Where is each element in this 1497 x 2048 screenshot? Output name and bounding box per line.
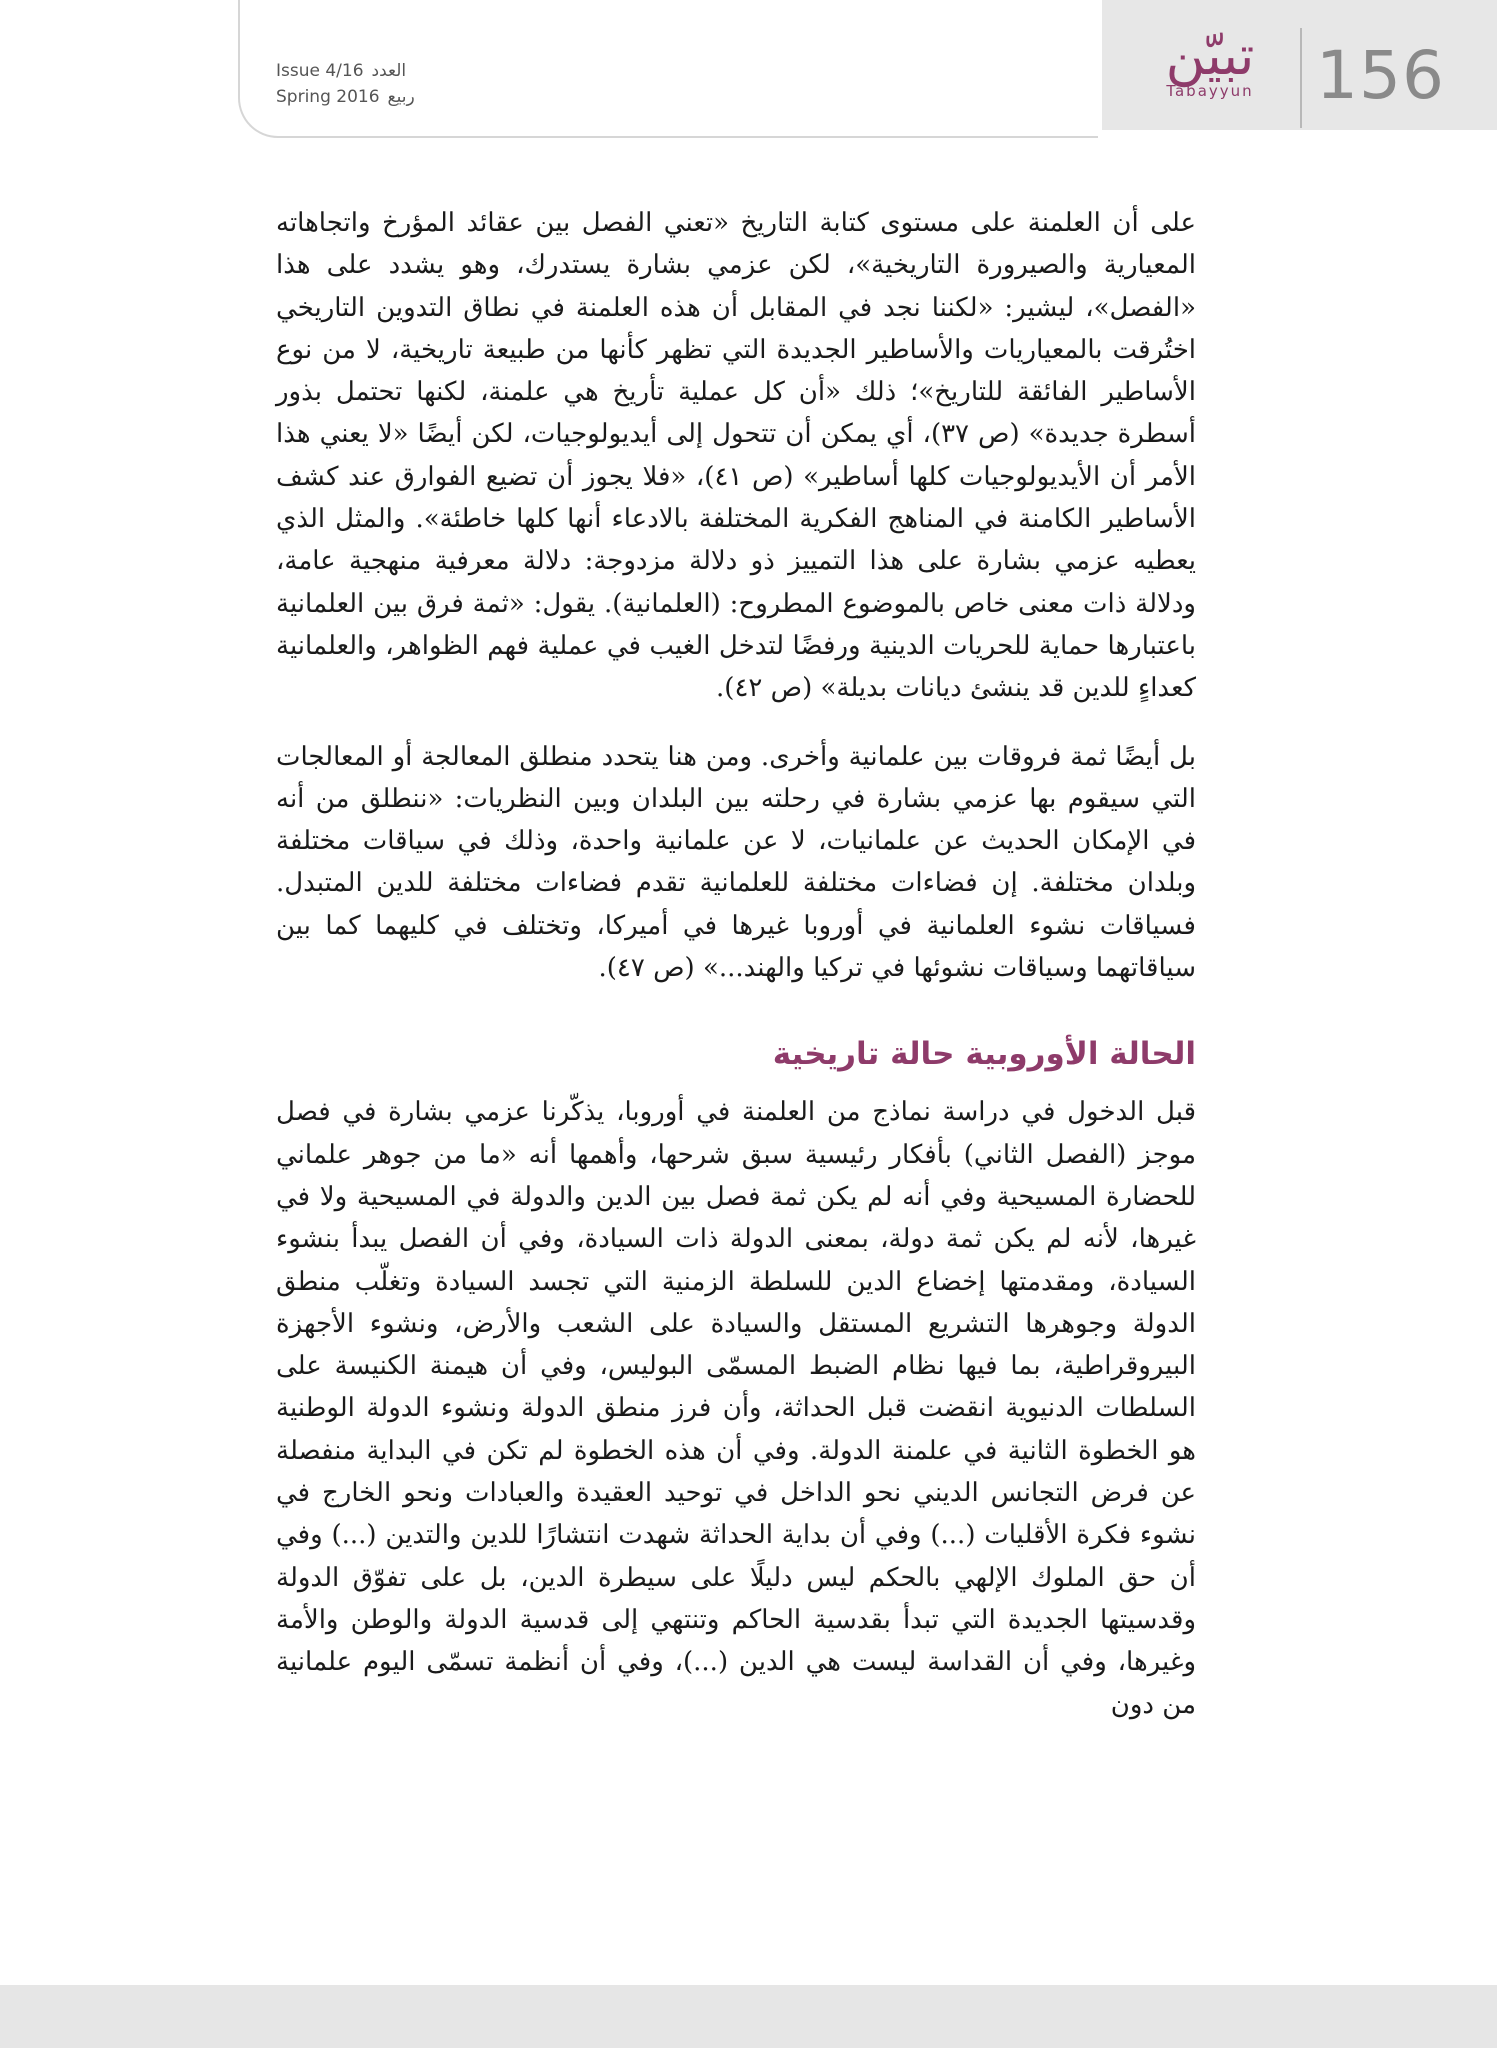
issue-info [276, 58, 415, 110]
issue-label: Issue 4/16 [276, 61, 364, 81]
footer-band [0, 1985, 1497, 2048]
logo-arabic: تبيّن [1165, 24, 1255, 87]
logo-latin: Tabayyun [1166, 82, 1254, 100]
paragraph: على أن العلمنة على مستوى كتابة التاريخ «تعني الفصل بين عقائد المؤرخ واتجاهاته المعيارية والصيرورة التاريخية»، لكن عزمي بشارة يستدرك، وهو يشدد على هذا «الفصل»، ليشير: «لكننا نجد في المقابل أن هذه العلمنة في نطاق التدوين التاريخي اختُرقت بالمعياريات والأساطير الجديدة التي تظهر كأنها من طبيعة تاريخية، لا من نوع الأساطير الفائقة للتاريخ»؛ ذلك «أن كل عملية تأريخ هي علمنة، لكنها تحتمل بذور أسطرة جديدة» (ص ٣٧)، أي يمكن أن تتحول إلى أيديولوجيات، لكن أيضًا «لا يعني هذا الأمر أن الأيديولوجيات كلها أساطير» (ص ٤١)، «فلا يجوز أن تضيع الفوارق عند كشف الأساطير الكامنة في المناهج الفكرية المختلفة بالادعاء أنها كلها خاطئة». والمثل الذي يعطيه عزمي بشارة على هذا التمييز ذو دلالة مزدوجة: دلالة معرفية منهجية عامة، ودلالة ذات معنى خاص بالموضوع المطروح: (العلمانية). يقول: «ثمة فرق بين العلمانية باعتبارها حماية للحريات الدينية ورفضًا لتدخل الغيب في عملية فهم الظواهر، والعلمانية كعداءٍ للدين قد ينشئ ديانات بديلة» (ص ٤٢). [276, 208, 1197, 704]
journal-logo [1130, 24, 1290, 124]
issue-label-ar: العدد [371, 61, 407, 81]
season-line [276, 84, 415, 110]
paragraph: قبل الدخول في دراسة نماذج من العلمنة في أوروبا، يذكّرنا عزمي بشارة في فصل موجز (الفصل الثاني) بأفكار رئيسية سبق شرحها، وأهمها أنه «ما من جوهر علماني للحضارة المسيحية وفي أنه لم يكن ثمة فصل بين الدين والدولة في المسيحية ولا في غيرها، لأنه لم يكن ثمة دولة، بمعنى الدولة ذات السيادة، وفي أن الفصل يبدأ بنشوء السيادة، ومقدمتها إخضاع الدين للسلطة الزمنية التي تجسد السيادة وتغلّب منطق الدولة وجوهرها التشريع المستقل والسيادة على الشعب والأرض، ونشوء الأجهزة البيروقراطية، بما فيها نظام الضبط المسمّى البوليس، وفي أن هيمنة الكنيسة على السلطات الدنيوية انقضت قبل الحداثة، وأن فرز منطق الدولة ونشوء الدولة الوطنية هو الخطوة الثانية في علمنة الدولة. وفي أن هذه الخطوة لم تكن في البداية منفصلة عن فرض التجانس الديني نحو الداخل في توحيد العقيدة والعبادات ونحو الخارج في نشوء فكرة الأقليات (...) وفي أن بداية الحداثة شهدت انتشارًا للدين والتدين (...) وفي أن حق الملوك الإلهي بالحكم ليس دليلًا على سيطرة الدين، بل على تفوّق الدولة وقدسيتها الجديدة التي تبدأ بقدسية الحاكم وتنتهي إلى قدسية الدولة والوطن والأمة وغيرها، وفي أن القداسة ليست هي الدين (...)، وفي أن أنظمة تسمّى اليوم علمانية من دون [276, 1097, 1196, 1720]
paragraph: بل أيضًا ثمة فروقات بين علمانية وأخرى. ومن هنا يتحدد منطلق المعالجة أو المعالجات التي سيقوم بها عزمي بشارة في رحلته بين البلدان وبين النظريات: «ننطلق من أنه في الإمكان الحديث عن علمانيات، لا عن علمانية واحدة، وذلك في سياقات مختلفة وبلدان مختلفة. إن فضاءات مختلفة للعلمانية تقدم فضاءات مختلفة للدين المتبدل. فسياقات نشوء العلمانية في أوروبا غيرها في أميركا، وتختلف في كليهما كما بين سياقاتهما وسياقات نشوئها في تركيا والهند...» (ص ٤٧). [276, 741, 1196, 984]
season-label: Spring 2016 [276, 87, 380, 107]
article-body [276, 202, 1196, 1726]
page-number: 156 [1316, 37, 1445, 114]
issue-line [276, 58, 415, 84]
season-label-ar: ربيع [387, 87, 415, 107]
section-heading: الحالة الأوروبية حالة تاريخية [772, 1036, 1196, 1073]
header-divider [1300, 28, 1302, 128]
